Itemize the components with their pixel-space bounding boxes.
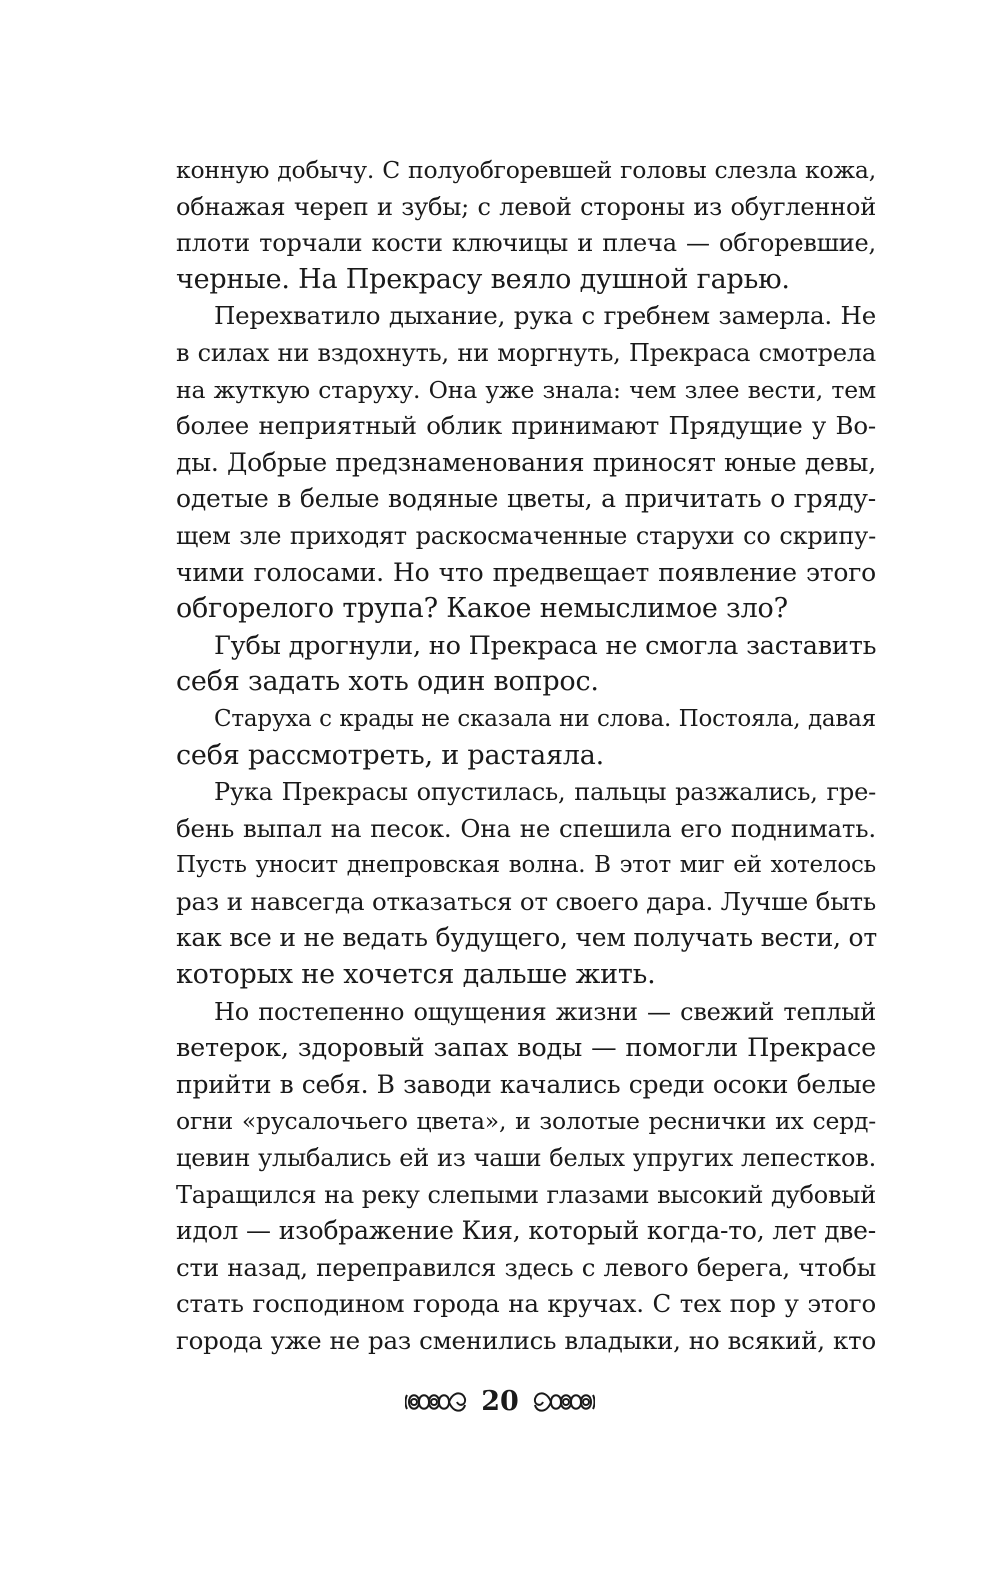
page-number: 20	[481, 1386, 519, 1417]
text-line: на жуткую старуху. Она уже знала: чем злее вести, тем	[176, 375, 876, 404]
text-line: бень выпал на песок. Она не спешила его поднимать.	[176, 813, 876, 843]
text-line: Но постепенно ощущения жизни — свежий теплый	[214, 997, 876, 1026]
body-text	[176, 152, 876, 1360]
text-line: ды. Добрые предзнаменования приносят юные девы,	[176, 447, 876, 477]
text-line: обгорелого трупа? Какое немыслимое зло?	[176, 593, 788, 625]
text-line: Перехватило дыхание, рука с гребнем замерла. Не	[214, 301, 876, 331]
text-line: Старуха с крады не сказала ни слова. Постояла, давая	[214, 705, 876, 732]
text-line: раз и навсегда отказаться от своего дара. Лучше быть	[176, 886, 876, 916]
text-line: черные. На Прекрасу веяло душной гарью.	[176, 263, 790, 295]
text-line: Пусть уносит днепровская волна. В этот миг ей хотелось	[176, 852, 876, 879]
text-line: города уже не раз сменились владыки, но всякий, кто	[176, 1326, 876, 1355]
text-line: прийти в себя. В заводи качались среди осоки белые	[176, 1069, 876, 1099]
text-line: себя задать хоть один вопрос.	[176, 666, 599, 698]
text-line: стать господином города на кручах. С тех пор у этого	[176, 1289, 876, 1319]
text-line: чими голосами. Но что предвещает появление этого	[176, 557, 876, 587]
text-line: как все и не ведать будущего, чем получать вести, от	[176, 923, 878, 953]
text-line: в силах ни вздохнуть, ни моргнуть, Прекраса смотрела	[176, 338, 876, 367]
text-line: огни «русалочьего цвета», и золотые реснички их серд-	[176, 1107, 876, 1136]
text-line: которых не хочется дальше жить.	[176, 959, 656, 991]
text-line: Рука Прекрасы опустилась, пальцы разжались, гре-	[214, 778, 876, 807]
text-line: идол — изображение Кия, который когда-то, лет две-	[176, 1216, 876, 1246]
text-line: обнажая череп и зубы; с левой стороны из обугленной	[176, 192, 876, 221]
text-line: плоти торчали кости ключицы и плеча — обгоревшие,	[176, 229, 876, 258]
text-line: Губы дрогнули, но Прекраса не смогла заставить	[214, 630, 877, 661]
text-line: щем зле приходят раскосмаченные старухи со скрипу-	[176, 521, 876, 550]
page-footer	[0, 1380, 1000, 1424]
text-line: цевин улыбались ей из чаши белых упругих лепестков.	[176, 1144, 876, 1173]
text-line: более неприятный облик принимают Прядущие у Во-	[176, 411, 876, 441]
text-line: себя рассмотреть, и растаяла.	[176, 739, 605, 771]
text-line: Таращился на реку слепыми глазами высокий дубовый	[176, 1180, 876, 1209]
text-line: одетые в белые водяные цветы, а причитать о гряду-	[176, 484, 876, 514]
text-line: сти назад, переправился здесь с левого берега, чтобы	[176, 1252, 876, 1282]
knot-ornament-icon	[531, 1385, 595, 1419]
text-line: ветерок, здоровый запах воды — помогли Прекрасе	[176, 1033, 876, 1064]
text-line: конную добычу. С полуобгоревшей головы слезла кожа,	[176, 156, 876, 184]
knot-ornament-icon	[405, 1385, 469, 1419]
